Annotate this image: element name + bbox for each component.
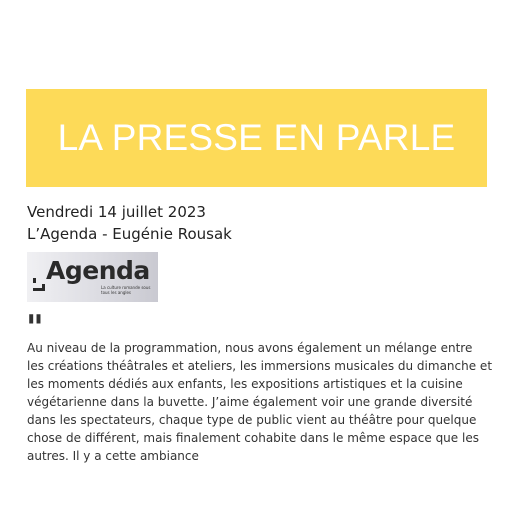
logo-name: Agenda <box>46 256 150 285</box>
article-source: L’Agenda - Eugénie Rousak <box>27 225 232 243</box>
agenda-logo[interactable] <box>27 252 158 302</box>
logo-tagline: La culture romande sous tous les angles <box>101 285 151 295</box>
banner-title: LA PRESSE EN PARLE <box>57 117 456 158</box>
quote-mark-icon: " <box>26 308 44 348</box>
quote-paragraph: Au niveau de la programmation, nous avons également un mélange entre les créations théâtrales et ateliers, les immersions musicales du dimanche et les moments dédiés aux enfants, les expositions artistiques et la cuisine végétarienne dans la buvette. J’aime également voir une grande diversité dans les spectateurs, chaque type de public vient au théâtre pour quelque chose de différent, mais finalement cohabite dans le même espace que les autres. Il y a cette ambiance <box>27 341 493 463</box>
article-date: Vendredi 14 juillet 2023 <box>27 203 206 221</box>
header-banner <box>26 89 487 187</box>
agenda-bracket-icon <box>33 278 45 292</box>
quote-body <box>27 339 493 465</box>
article-meta <box>27 201 232 245</box>
